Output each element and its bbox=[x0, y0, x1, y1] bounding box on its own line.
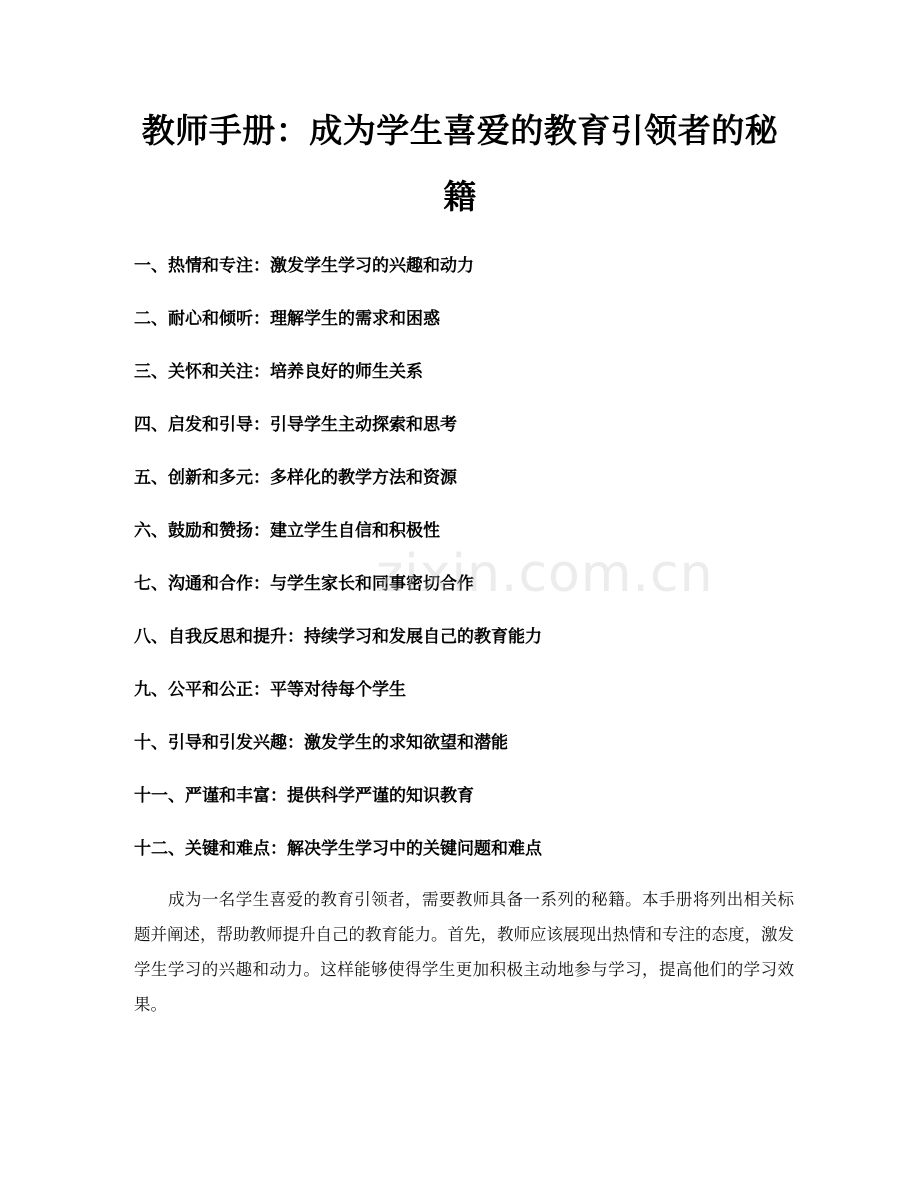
heading-item: 十二、关键和难点：解决学生学习中的关键问题和难点 bbox=[134, 839, 542, 859]
heading-item: 一、热情和专注：激发学生学习的兴趣和动力 bbox=[134, 256, 474, 276]
heading-item: 十、引导和引发兴趣：激发学生的求知欲望和潜能 bbox=[134, 733, 508, 753]
document-title: 教师手册：成为学生喜爱的教育引领者的秘籍 bbox=[141, 111, 779, 216]
heading-item: 十一、严谨和丰富：提供科学严谨的知识教育 bbox=[134, 786, 474, 806]
body-paragraph: 成为一名学生喜爱的教育引领者，需要教师具备一系列的秘籍。本手册将列出相关标题并阐述，帮助教师提升自己的教育能力。首先，教师应该展现出热情和专注的态度，激发学生学习的兴趣和动力。这样能够使得学生更加积极主动地参与学习，提高他们的学习效果。 bbox=[134, 890, 794, 1014]
heading-item: 四、启发和引导：引导学生主动探索和思考 bbox=[134, 415, 457, 435]
heading-item: 五、创新和多元：多样化的教学方法和资源 bbox=[134, 468, 457, 488]
heading-item: 三、关怀和关注：培养良好的师生关系 bbox=[134, 362, 423, 382]
heading-item: 六、鼓励和赞扬：建立学生自信和积极性 bbox=[134, 521, 440, 541]
heading-item: 八、自我反思和提升：持续学习和发展自己的教育能力 bbox=[134, 627, 542, 647]
heading-item: 九、公平和公正：平等对待每个学生 bbox=[134, 680, 406, 700]
heading-item: 二、耐心和倾听：理解学生的需求和困惑 bbox=[134, 309, 440, 329]
heading-list bbox=[134, 250, 794, 886]
heading-item: 七、沟通和合作：与学生家长和同事密切合作 bbox=[134, 574, 474, 594]
watermark: zixin.com.cn bbox=[376, 544, 714, 604]
